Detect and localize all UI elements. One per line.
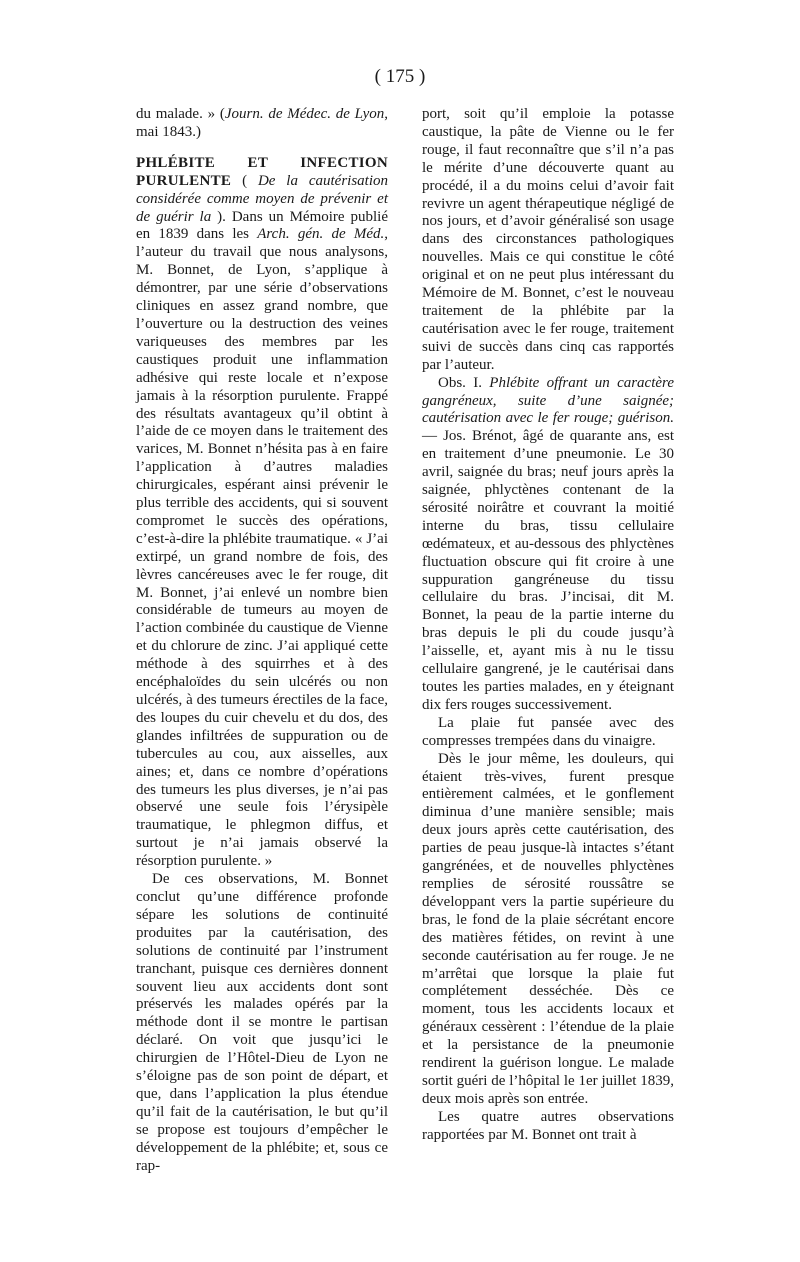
left-p2-text-a: (: [231, 172, 258, 189]
right-paragraph-3: La plaie fut pansée avec des compresses trempées dans du vinaigre.: [422, 714, 674, 749]
left-p1-text-b: , mai 1843.): [136, 106, 388, 140]
right-paragraph-5: Les quatre autres observations rapportées par M. Bonnet ont trait à: [422, 1108, 674, 1143]
left-p2-text-c: , l’auteur du travail que nous analysons, M. Bonnet, de Lyon, s’applique à démontrer, par une série d’observations cliniques en assez grand nombre, que l’ouverture ou la destruction des veines variqueuses des membres par les caustiques produit une inflammation adhésive qui reste locale et n’expose jamais à la résorption purulente. Frappé des résultats avantageux qu’il obtint à l’aide de ce moyen dans le traitement des varices, M. Bonnet n’hésita pas à en faire l’application à d’autres maladies chirurgicales, espérant ainsi prévenir le plus terrible des accidents, qui si souvent compromet le succès des opérations, c’est-à-dire la phlébite traumatique. « J’ai extirpé, un grand nombre de fois, des lèvres cancéreuses avec le fer rouge, dit M. Bonnet, j’ai enlevé un nombre bien considérable de tumeurs au moyen de l’action combinée du caustique de Vienne et du chlorure de zinc. J’ai appliqué cette méthode à des squirrhes et à des encéphaloïdes du sein ulcérés ou non ulcérés, à des tumeurs érectiles de la face, des loupes du cuir chevelu et du dos, des glandes infiltrées de suppuration ou de tubercules au cou, aux aisselles, aux aines; et, dans ce nombre d’opérations des tumeurs les plus diverses, je n’ai pas observé une seule fois l’érysipèle traumatique, le phlegmon diffus, et surtout je n’ai jamais observé la résorption purulente. »: [136, 226, 388, 870]
right-paragraph-4: Dès le jour même, les douleurs, qui étaient très-vives, furent presque entièrement calmées, et le gonflement diminua d’une manière sensible; mais deux jours après cette cautérisation, des parties de peau jusque-là intactes s’étant gangrénées, et de nouvelles phlyctènes remplies de sérosité roussâtre se développant vers la partie supérieure du bras, le fond de la plaie sécrétant encore des matières fétides, on revint à une seconde cautérisation au fer rouge. Je ne m’arrêtai que lorsque la plaie fut complétement desséchée. Dès ce moment, tous les accidents locaux et généraux cessèrent : l’étendue de la plaie et la persistance de la pneumonie rendirent la guérison longue. Le malade sortit guéri de l’hôpital le 1er juillet 1839, deux mois après son entrée.: [422, 750, 674, 1107]
left-paragraph-3: De ces observations, M. Bonnet conclut qu’une différence profonde sépare les solutions de continuité produites par la cautérisation, des solutions de continuité par l’instrument tranchant, puisque ces dernières donnent souvent lieu aux accidents dont sont préservés les malades opérés par la méthode dont il se montre le partisan déclaré. On voit que jusqu’ici le chirurgien de l’Hôtel-Dieu de Lyon ne s’éloigne pas de son point de départ, et que, dans l’application la plus étendue qu’il fait de la cautérisation, le but qu’il se propose est toujours d’empêcher le développement de la phlébite; et, sous ce rap-: [136, 871, 388, 1174]
observation-label: Obs. I.: [438, 374, 490, 391]
observation-1: [422, 375, 674, 715]
section-heading: PHLÉBITE ET INFECTION PURULENTE: [136, 154, 388, 189]
right-paragraph-1: port, soit qu’il emploie la potasse caustique, la pâte de Vienne ou le fer rouge, il faut reconnaître que s’il n’a pas le mérite d’une découverte quant au procédé, il a du moins celui d’avoir fait revivre un agent thérapeutique négligé de nos jours, et d’avoir généralisé son usage dans des circonstances pathologiques nouvelles. Mais ce qui constitue le côté original et on ne peut plus intéressant du Mémoire de M. Bonnet, c’est le nouveau traitement de la phlébite par la cautérisation avec le fer rouge, traitement suivi de succès dans cinq cas rapportés par l’auteur.: [422, 106, 674, 373]
left-paragraph-1: [136, 106, 388, 142]
left-column: [136, 106, 388, 1175]
observation-text: — Jos. Brénot, âgé de quarante ans, est en traitement d’une pneumonie. Le 30 avril, saignée du bras; neuf jours après la saignée, phlyctènes contenant de la sérosité noirâtre et couvrant la moitié interne du bras, tissu cellulaire œdémateux, et au-dessous des phlyctènes fluctuation obscure qui fit croire à une suppuration gangréneuse du tissu cellulaire du bras. J’incisai, dit M. Bonnet, la peau de la partie interne du bras depuis le pli du coude jusqu’à l’aisselle, et, ayant mis à nu le tissu cellulaire gangrené, je le cautérisai dans toutes les parties malades, en y éteignant dix fers rouges successivement.: [422, 428, 674, 713]
section-subtitle: De la cautérisation considérée comme moyen de prévenir et de guérir la: [136, 172, 388, 225]
left-paragraph-2: [136, 155, 388, 871]
archives-citation: Arch. gén. de Méd.: [257, 226, 385, 243]
page-number: ( 175 ): [374, 66, 426, 87]
journal-citation: Journ. de Médec. de Lyon: [224, 106, 385, 122]
right-column: [422, 106, 674, 1145]
left-p1-text-a: du malade. » (: [136, 106, 225, 122]
left-p2-text-b: ). Dans un Mémoire publié en 1839 dans les: [136, 208, 388, 243]
observation-title: Phlébite offrant un caractère gangréneux, suite d’une saignée; cautérisation avec le fer rouge; guérison.: [422, 374, 674, 427]
